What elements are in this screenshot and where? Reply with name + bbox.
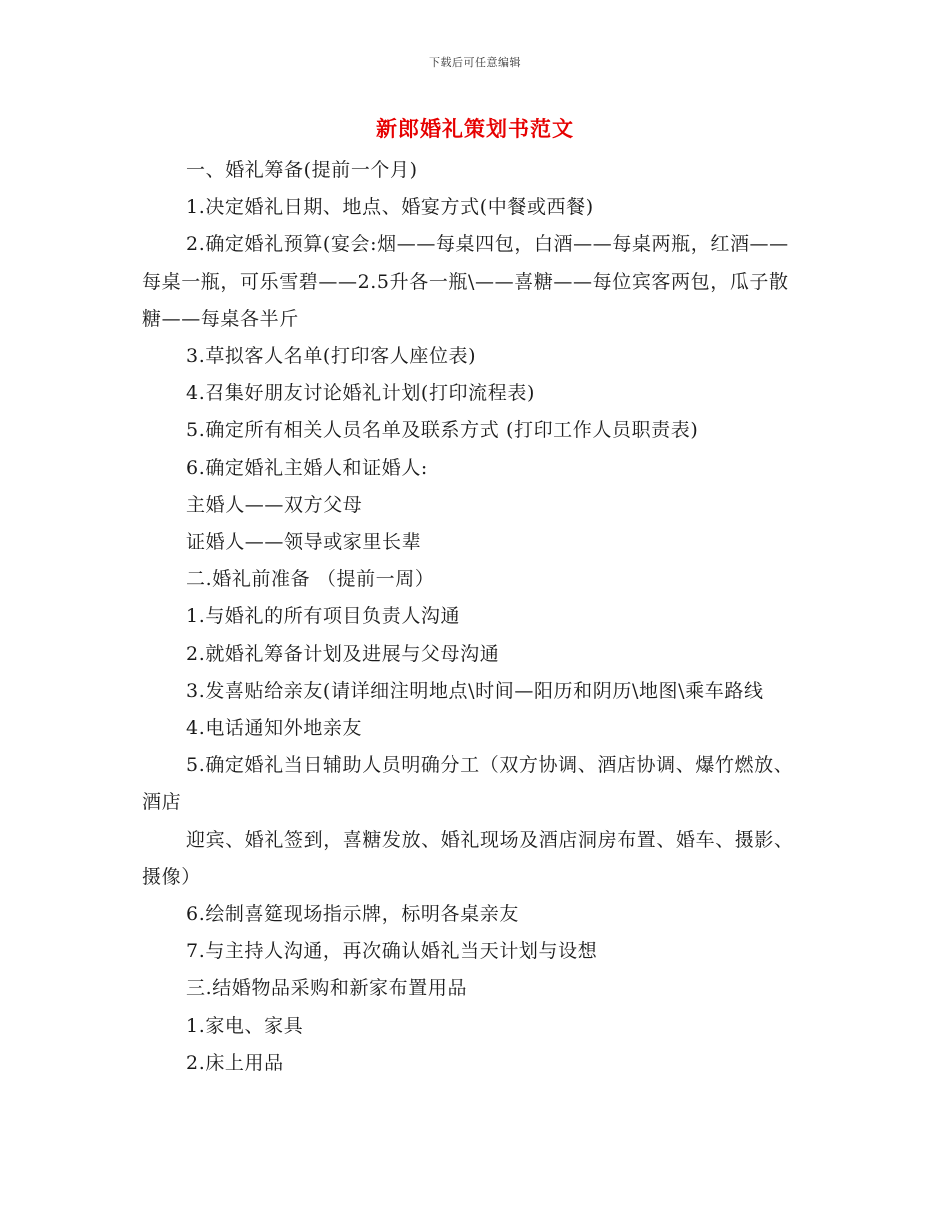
section-heading-3: 三.结婚物品采购和新家布置用品 [186, 977, 468, 1000]
list-item: 4.召集好朋友讨论婚礼计划(打印流程表) [186, 382, 535, 405]
list-item: 2.就婚礼筹备计划及进展与父母沟通 [186, 642, 500, 665]
document-body [142, 152, 802, 1082]
list-item: 2.床上用品 [186, 1051, 284, 1074]
list-item: 6.绘制喜筵现场指示牌，标明各桌亲友 [186, 903, 519, 926]
section-heading-2: 二.婚礼前准备 （提前一周） [186, 568, 435, 591]
list-item: 3.草拟客人名单(打印客人座位表) [186, 345, 477, 368]
list-item: 1.与婚礼的所有项目负责人沟通 [186, 605, 461, 628]
list-item: 2.确定婚礼预算(宴会:烟——每桌四包，白酒——每桌两瓶，红酒——每桌一瓶，可乐雪碧——2.5升各一瓶\——喜糖——每位宾客两包，瓜子散糖——每桌各半斤 [142, 233, 789, 330]
list-item: 1.决定婚礼日期、地点、婚宴方式(中餐或西餐) [186, 196, 594, 219]
list-item: 4.电话通知外地亲友 [186, 717, 363, 740]
list-item: 主婚人——双方父母 [186, 493, 363, 516]
list-item: 证婚人——领导或家里长辈 [186, 531, 422, 554]
list-item: 6.确定婚礼主婚人和证婚人: [186, 456, 428, 479]
list-item: 5.确定婚礼当日辅助人员明确分工（双方协调、酒店协调、爆竹燃放、酒店 [142, 754, 794, 814]
list-item: 7.与主持人沟通，再次确认婚礼当天计划与设想 [186, 940, 598, 963]
page-header-note: 下载后可任意编辑 [429, 56, 521, 69]
section-heading-1: 一、婚礼筹备(提前一个月) [186, 159, 418, 181]
document-title: 新郎婚礼策划书范文 [376, 116, 574, 141]
list-item: 3.发喜贴给亲友(请详细注明地点\时间—阳历和阴历\地图\乘车路线 [186, 679, 764, 702]
list-item: 1.家电、家具 [186, 1014, 304, 1037]
list-item-continuation: 迎宾、婚礼签到，喜糖发放、婚礼现场及酒店洞房布置、婚车、摄影、摄像） [142, 828, 794, 888]
list-item: 5.确定所有相关人员名单及联系方式 (打印工作人员职责表) [186, 419, 699, 442]
